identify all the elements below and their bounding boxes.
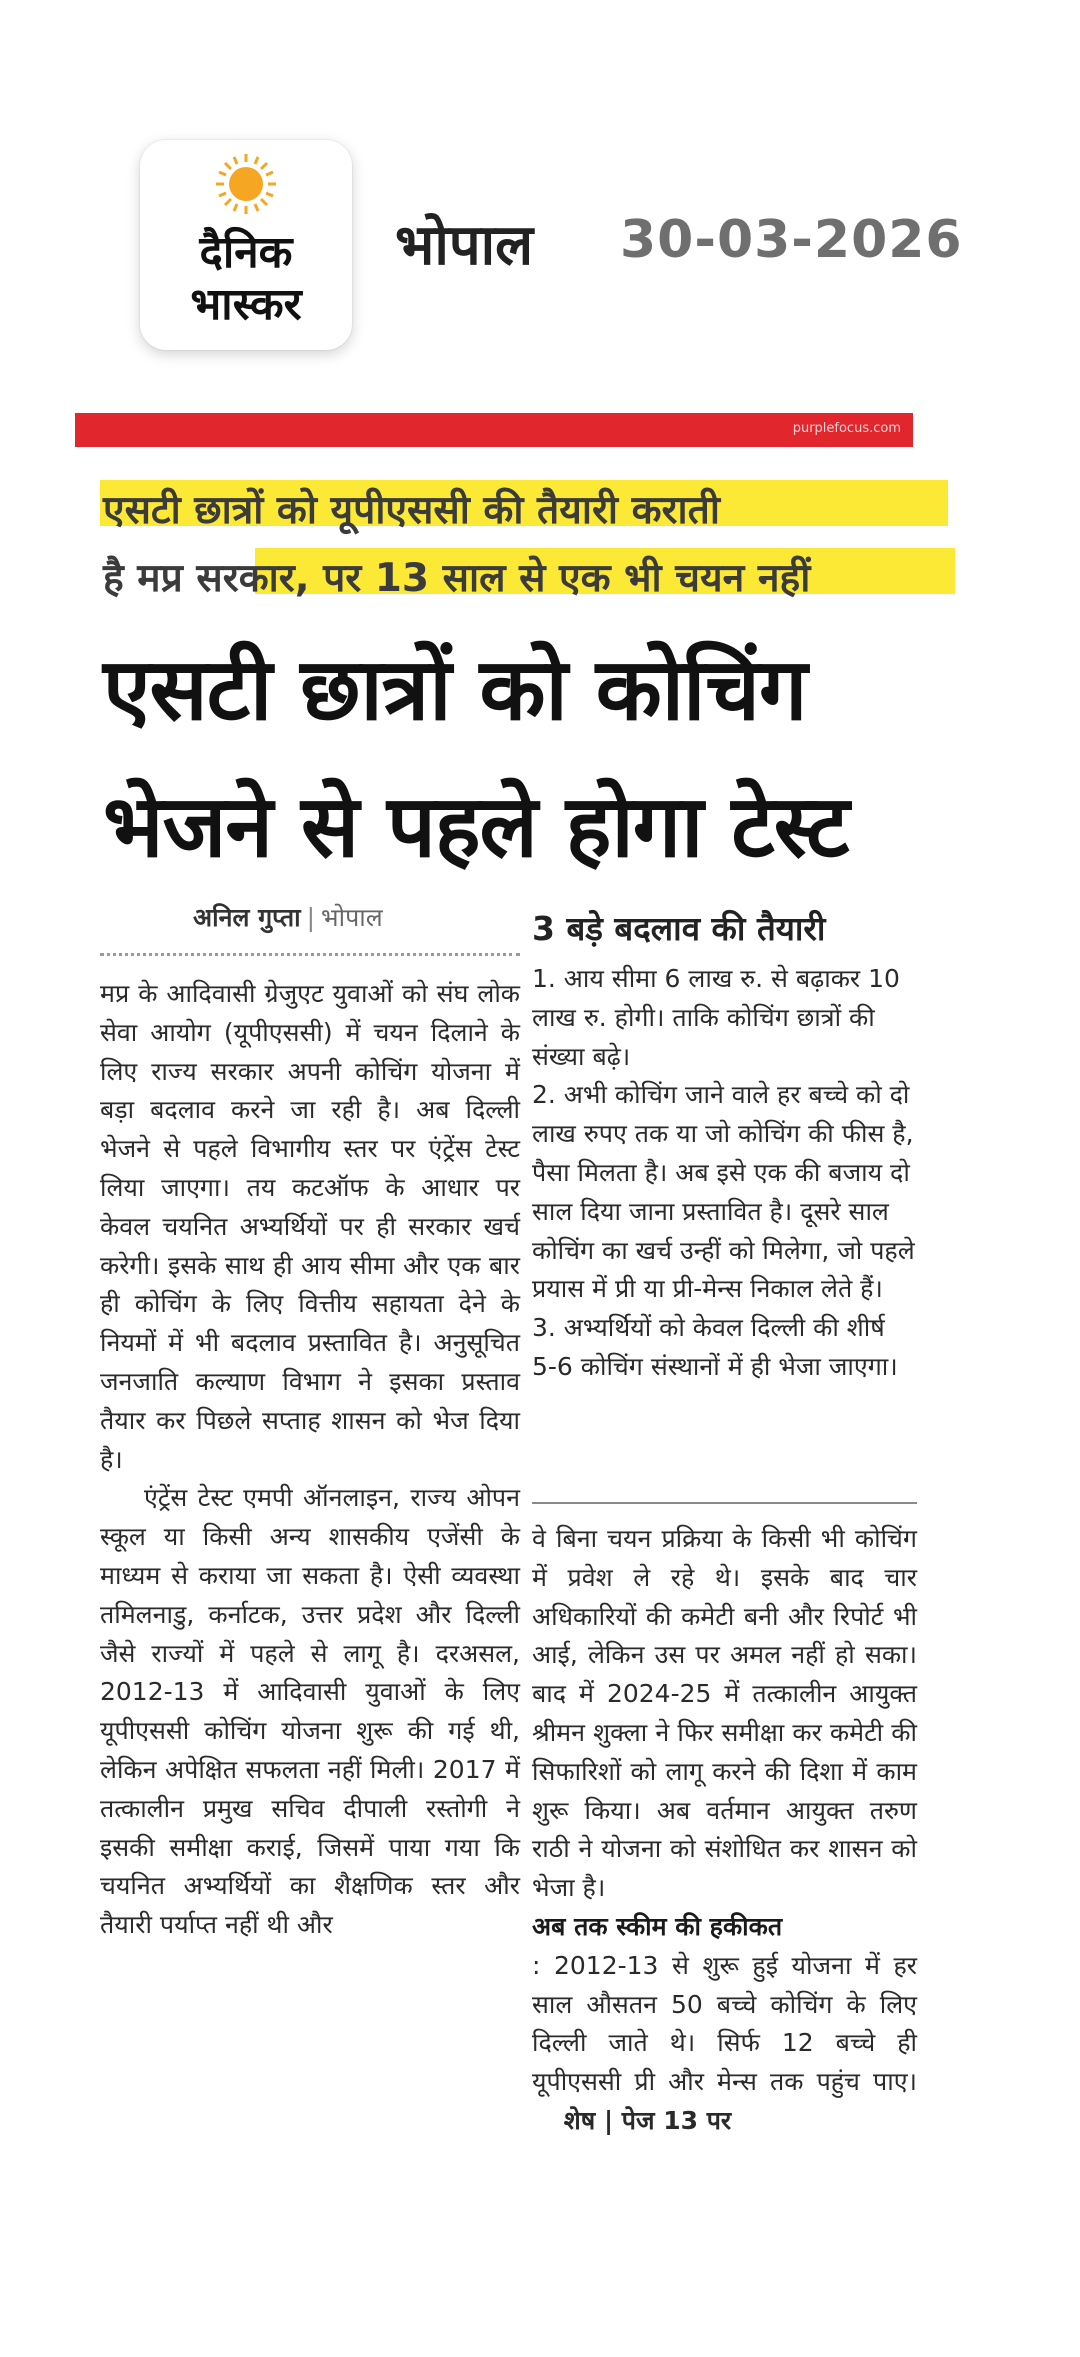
logo-text-dainik: दैनिक bbox=[199, 227, 293, 278]
kicker-line-1: एसटी छात्रों को यूपीएससी की तैयारी कराती bbox=[103, 488, 720, 533]
sun-icon bbox=[214, 152, 278, 216]
right-paragraph-2 bbox=[532, 1947, 917, 2141]
author-name: अनिल गुप्ता bbox=[193, 903, 301, 932]
changes-title: 3 बड़े बदलाव की तैयारी bbox=[532, 909, 826, 948]
left-paragraph-1: मप्र के आदिवासी ग्रेजुएट युवाओं को संघ लोक सेवा आयोग (यूपीएससी) में चयन दिलाने के लिए राज्य सरकार अपनी कोचिंग योजना में बड़ा बदलाव करने जा रही है। अब दिल्ली भेजने से पहले विभागीय स्तर पर एंट्रेंस टेस्ट लिया जाएगा। तय कटऑफ के आधार पर केवल चयनित अभ्यर्थियों पर ही सरकार खर्च करेगी। इसके साथ ही आय सीमा और एक बार ही कोचिंग के लिए वित्तीय सहायता देने के नियमों में भी बदलाव प्रस्तावित है। अनुसूचित जनजाति कल्याण विभाग ने इसका प्रस्ताव तैयार कर पिछले सप्ताह शासन को भेज दिया है। bbox=[100, 979, 520, 1474]
column-divider bbox=[532, 1502, 917, 1504]
byline-separator: | bbox=[306, 903, 316, 932]
edition-city: भोपाल bbox=[395, 213, 534, 278]
byline-divider bbox=[100, 953, 520, 956]
red-header-strip bbox=[75, 413, 913, 447]
continued-on-page: शेष | पेज 13 पर bbox=[563, 2105, 732, 2135]
changes-list bbox=[532, 960, 917, 1387]
byline bbox=[193, 900, 383, 934]
kicker-line-2: है मप्र सरकार, पर 13 साल से एक भी चयन नहीं bbox=[103, 556, 811, 601]
change-item-3: 3. अभ्यर्थियों को केवल दिल्ली की शीर्ष 5-6 कोचिंग संस्थानों में ही भेजा जाएगा। bbox=[532, 1313, 898, 1381]
article-right-column bbox=[532, 1520, 917, 2141]
right-paragraph-1: वे बिना चयन प्रक्रिया के किसी भी कोचिंग में प्रवेश ले रहे थे। इसके बाद चार अधिकारियों की कमेटी बनी और रिपोर्ट भी आई, लेकिन उस पर अमल नहीं हो सका। बाद में 2024-25 में तत्कालीन आयुक्त श्रीमन शुक्ला ने फिर समीक्षा कर कमेटी की सिफारिशों को लागू करने की दिशा में काम शुरू किया। अब वर्तमान आयुक्त तरुण राठी ने योजना को संशोधित कर शासन को भेजा है। bbox=[532, 1524, 917, 1903]
change-item-1: 1. आय सीमा 6 लाख रु. से बढ़ाकर 10 लाख रु. होगी। ताकि कोचिंग छात्रों की संख्या बढ़े। bbox=[532, 964, 900, 1071]
edition-date: 30-03-2026 bbox=[620, 210, 963, 270]
byline-city: भोपाल bbox=[321, 903, 383, 932]
headline-line-2: भेजने से पहले होगा टेस्ट bbox=[103, 777, 849, 877]
change-item-2: 2. अभी कोचिंग जाने वाले हर बच्चे को दो लाख रुपए तक या जो कोचिंग की फीस है, पैसा मिलता है। अब इसे एक की बजाय दो साल दिया जाना प्रस्तावित है। दूसरे साल कोचिंग का खर्च उन्हीं को मिलेगा, जो पहले प्रयास में प्री या प्री-मेन्स निकाल लेते हैं। bbox=[532, 1080, 915, 1304]
article-left-column bbox=[100, 975, 520, 1945]
scheme-reality-subhead: अब तक स्कीम की हकीकत bbox=[532, 1911, 783, 1941]
logo-text-bhaskar: भास्कर bbox=[190, 279, 302, 330]
watermark-text: purplefocus.com bbox=[792, 421, 901, 436]
left-paragraph-2: एंट्रेंस टेस्ट एमपी ऑनलाइन, राज्य ओपन स्कूल या किसी अन्य शासकीय एजेंसी के माध्यम से कराया जा सकता है। ऐसी व्यवस्था तमिलनाडु, कर्नाटक, उत्तर प्रदेश और दिल्ली जैसे राज्यों में पहले से लागू है। दरअसल, 2012-13 में आदिवासी युवाओं के लिए यूपीएससी कोचिंग योजना शुरू की गई थी, लेकिन अपेक्षित सफलता नहीं मिली। 2017 में तत्कालीन प्रमुख सचिव दीपाली रस्तोगी ने इसकी समीक्षा कराई, जिसमें पाया गया कि चयनित अभ्यर्थियों का शैक्षणिक स्तर और तैयारी पर्याप्त नहीं थी और bbox=[100, 1483, 520, 1940]
dainik-bhaskar-logo bbox=[140, 140, 352, 350]
headline-line-1: एसटी छात्रों को कोचिंग bbox=[103, 640, 807, 740]
right-paragraph-2-text: : 2012-13 से शुरू हुई योजना में हर साल औसतन 50 बच्चे कोचिंग के लिए दिल्ली जाते थे। सिर्फ 12 बच्चे ही यूपीएससी प्री और मेन्स तक पहुंच पाए। bbox=[532, 1950, 917, 2097]
